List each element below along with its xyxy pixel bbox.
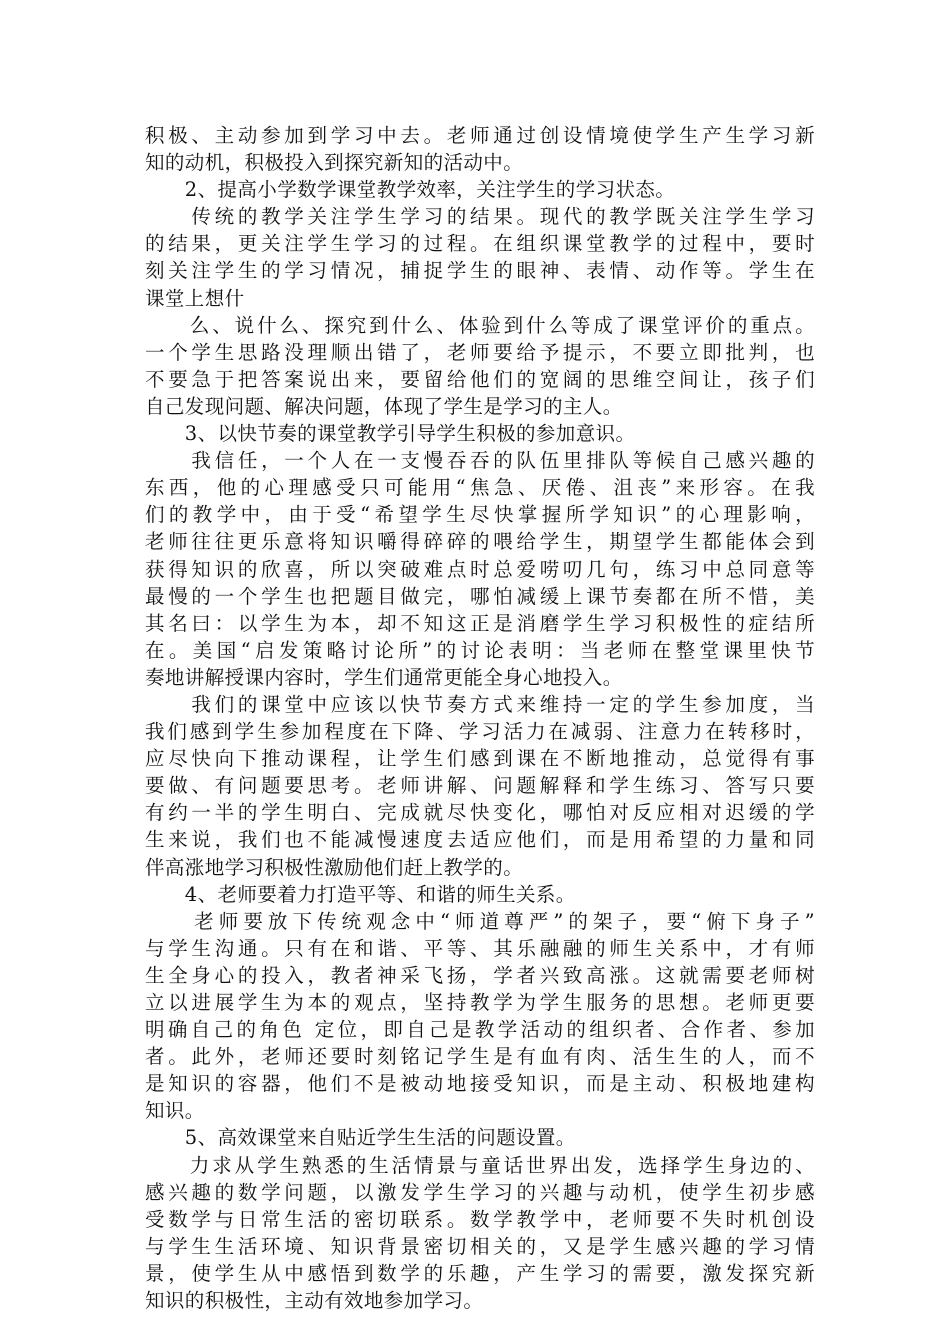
- text-line: 感兴趣的数学问题，以激发学生学习的兴趣与动机，使学生初步感: [145, 1180, 815, 1204]
- text-line: 4、老师要着力打造平等、和谐的师生关系。: [145, 882, 576, 906]
- text-line: 要做、有问题要思考。老师讲解、问题解释和学生练习、答写只要: [145, 774, 815, 798]
- text-line: 力求从学生熟悉的生活情景与童话世界出发，选择学生身边的、: [145, 1153, 815, 1177]
- text-line: 景，使学生从中感悟到数学的乐趣，产生学习的需要，激发探究新: [145, 1261, 815, 1285]
- text-line: 伴高涨地学习积极性激励他们赶上教学的。: [145, 855, 524, 879]
- text-line: 2、提高小学数学课堂教学效率，关注学生的学习状态。: [145, 178, 676, 202]
- text-line: 生来说，我们也不能减慢速度去适应他们，而是用希望的力量和同: [145, 828, 815, 852]
- text-line: 立以进展学生为本的观点，坚持教学为学生服务的思想。老师更要: [145, 991, 815, 1014]
- text-line: 与学生沟通。只有在和谐、平等、其乐融融的师生关系中，才有师: [145, 936, 815, 960]
- text-line: 在。美国“启发策略讨论所”的讨论表明：当老师在整堂课里快节: [145, 638, 815, 662]
- text-line: 积极、主动参加到学习中去。老师通过创设情境使学生产生学习新: [145, 124, 815, 147]
- text-line: 知识。: [145, 1099, 205, 1123]
- text-line: 们的教学中，由于受“希望学生尽快掌握所学知识”的心理影响，: [145, 503, 815, 527]
- body-text: [145, 122, 815, 1314]
- text-line: 自己发现问题、解决问题，体现了学生是学习的主人。: [145, 394, 623, 418]
- text-line: 知识的积极性，主动有效地参加学习。: [145, 1289, 484, 1313]
- text-line: 么、说什么、探究到什么、体验到什么等成了课堂评价的重点。: [145, 313, 815, 337]
- text-line: 一个学生思路没理顺出错了，老师要给予提示，不要立即批判，也: [145, 340, 815, 364]
- text-line: 我们感到学生参加程度在下降、学习活力在减弱、注意力在转移时，: [145, 720, 815, 744]
- text-line: 明确自己的角色 定位，即自己是教学活动的组织者、合作者、参加: [145, 1018, 815, 1042]
- text-line: 应尽快向下推动课程，让学生们感到课在不断地推动，总觉得有事: [145, 747, 815, 771]
- text-line: 生全身心的投入，教者神采飞扬，学者兴致高涨。这就需要老师树: [145, 963, 815, 987]
- text-line: 最慢的一个学生也把题目做完，哪怕减缓上课节奏都在所不惜，美: [145, 584, 815, 608]
- text-line: 我们的课堂中应该以快节奏方式来维持一定的学生参加度，当: [145, 692, 815, 716]
- text-line: 东西，他的心理感受只可能用“焦急、厌倦、沮丧”来形容。在我: [145, 476, 815, 500]
- text-line: 3、以快节奏的课堂教学引导学生积极的参加意识。: [145, 422, 636, 446]
- text-line: 课堂上想什: [145, 286, 245, 310]
- text-line: 5、高效课堂来自贴近学生生活的问题设置。: [145, 1126, 576, 1150]
- text-line: 其名曰：以学生为本，却不知这正是消磨学生学习积极性的症结所: [145, 611, 815, 635]
- text-line: 是知识的容器，他们不是被动地接受知识，而是主动、积极地建构: [145, 1072, 815, 1096]
- text-line: 与学生生活环境、知识背景密切相关的，又是学生感兴趣的学习情: [145, 1234, 815, 1258]
- text-line: 不要急于把答案说出来，要留给他们的宽阔的思维空间让，孩子们: [145, 367, 815, 391]
- text-line: 老师往往更乐意将知识嚼得碎碎的喂给学生，期望学生都能体会到: [145, 530, 815, 554]
- text-line: 知的动机，积极投入到探究新知的活动中。: [145, 151, 524, 175]
- text-line: 传统的教学关注学生学习的结果。现代的教学既关注学生学习: [145, 205, 815, 229]
- text-line: 刻关注学生的学习情况，捕捉学生的眼神、表情、动作等。学生在: [145, 259, 815, 283]
- text-line: 受数学与日常生活的密切联系。数学教学中，老师要不失时机创设: [145, 1207, 815, 1231]
- text-line: 奏地讲解授课内容时，学生们通常更能全身心地投入。: [145, 665, 623, 689]
- text-line: 老师要放下传统观念中“师道尊严”的架子，要“俯下身子”: [145, 909, 815, 933]
- text-line: 我信任，一个人在一支慢吞吞的队伍里排队等候自己感兴趣的: [145, 449, 815, 473]
- text-line: 有约一半的学生明白、完成就尽快变化，哪怕对反应相对迟缓的学: [145, 801, 815, 825]
- text-line: 者。此外，老师还要时刻铭记学生是有血有肉、活生生的人，而不: [145, 1045, 815, 1069]
- text-line: 的结果，更关注学生学习的过程。在组织课堂教学的过程中，要时: [145, 232, 815, 256]
- text-line: 获得知识的欣喜，所以突破难点时总爱唠叨几句，练习中总同意等: [145, 557, 815, 581]
